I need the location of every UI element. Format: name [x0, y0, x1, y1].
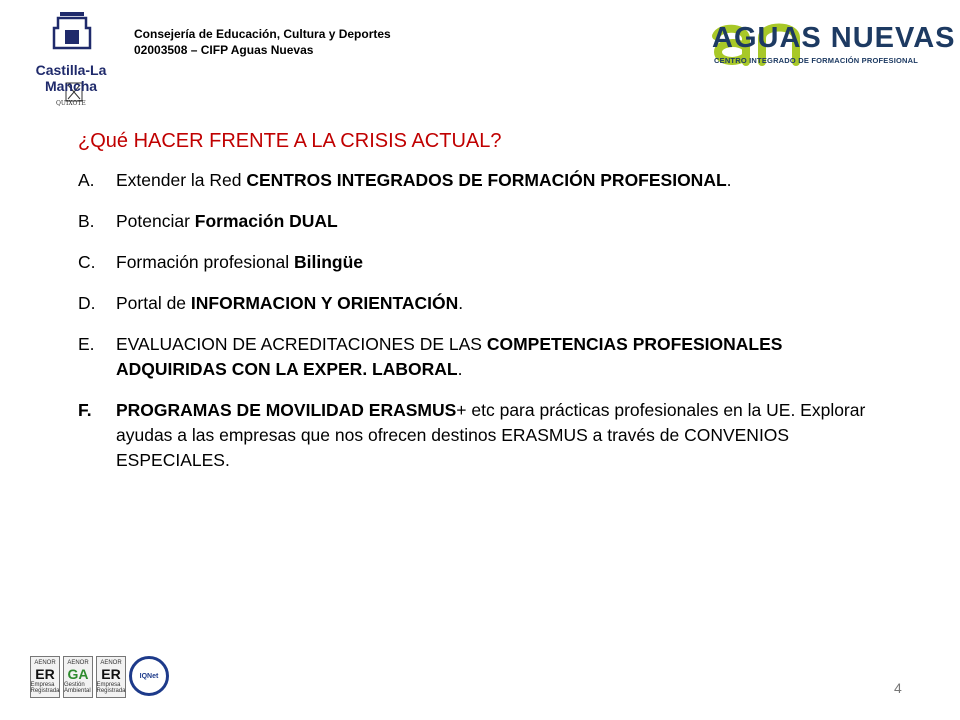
region-name: Castilla-La Mancha: [35, 62, 107, 94]
text-span: .: [458, 293, 464, 313]
list-item: [78, 332, 878, 382]
bold-text: Formación DUAL: [194, 211, 338, 231]
list-item: [78, 291, 878, 316]
bold-text: COMPETENCIAS PROFESIONALES ADQUIRIDAS CON LA EXPER. LABORAL: [116, 334, 783, 379]
list-item-text: [116, 332, 878, 382]
department-name: Consejería de Educación, Cultura y Deportes: [134, 27, 391, 41]
list-item-letter: A.: [78, 170, 95, 190]
text-span: Potenciar: [116, 211, 195, 231]
list-item-letter: F.: [78, 400, 92, 420]
list-item-letter: D.: [78, 293, 96, 313]
badge-mark: ER: [35, 666, 55, 682]
bold-text: INFORMACION Y ORIENTACIÓN: [190, 293, 459, 313]
list-item: [78, 250, 878, 275]
logo-subtitle: CENTRO INTEGRADO DE FORMACIÓN PROFESIONAL: [714, 56, 919, 65]
text-span: Extender la Red: [116, 170, 247, 190]
header-text: [134, 26, 391, 58]
list-item-text: [116, 398, 878, 473]
aenor-badge: [63, 656, 93, 698]
list-item: [78, 168, 878, 193]
list-item: [78, 209, 878, 234]
bold-text: Bilingüe: [294, 252, 364, 272]
badge-mark: GA: [67, 666, 89, 682]
text-span: .: [726, 170, 732, 190]
badge-top: AENOR: [34, 660, 56, 666]
bold-text: PROGRAMAS DE MOVILIDAD ERASMUS: [116, 400, 457, 420]
text-span: .: [457, 359, 463, 379]
list-item-text: [116, 168, 878, 193]
bold-text: CENTROS INTEGRADOS DE FORMACIÓN PROFESIONAL: [246, 170, 727, 190]
badge-top: AENOR: [100, 660, 122, 666]
list-item-text: [116, 250, 878, 275]
text-span: Formación profesional: [116, 252, 294, 272]
logo-title: AGUAS NUEVAS: [712, 22, 956, 54]
badge-top: AENOR: [67, 660, 89, 666]
school-code-name: 02003508 – CIFP Aguas Nuevas: [134, 43, 314, 57]
list-item-letter: E.: [78, 334, 95, 354]
slide-title: ¿Qué HACER FRENTE A LA CRISIS ACTUAL?: [78, 130, 502, 152]
list-item-letter: B.: [78, 211, 95, 231]
list-item: [78, 398, 878, 473]
badge-bottom: Empresa Registrada: [30, 682, 60, 694]
text-span: EVALUACION DE ACREDITACIONES DE LAS: [116, 334, 487, 354]
action-list: [78, 168, 878, 489]
text-span: + etc para prácticas profesionales en la UE. Explorar ayudas a las empresas que nos ofrecen destinos ERASMUS a través de CONVENIOS ESPECIALES.: [116, 400, 866, 470]
aenor-badge: [30, 656, 60, 698]
text-span: Portal de: [116, 293, 191, 313]
badge-bottom: Gestión Ambiental: [64, 682, 91, 694]
badge-mark: ER: [101, 666, 121, 682]
castilla-la-mancha-crest-logo: [18, 8, 126, 112]
crest-tag: QUIXOTE: [56, 100, 86, 107]
list-item-text: [116, 291, 878, 316]
list-item-text: [116, 209, 878, 234]
iqnet-badge: IQNet: [129, 656, 169, 696]
aenor-badge: [96, 656, 126, 698]
page-number: 4: [894, 680, 902, 696]
certification-badges: [30, 656, 169, 698]
badge-bottom: Empresa Registrada: [96, 682, 126, 694]
list-item-letter: C.: [78, 252, 96, 272]
